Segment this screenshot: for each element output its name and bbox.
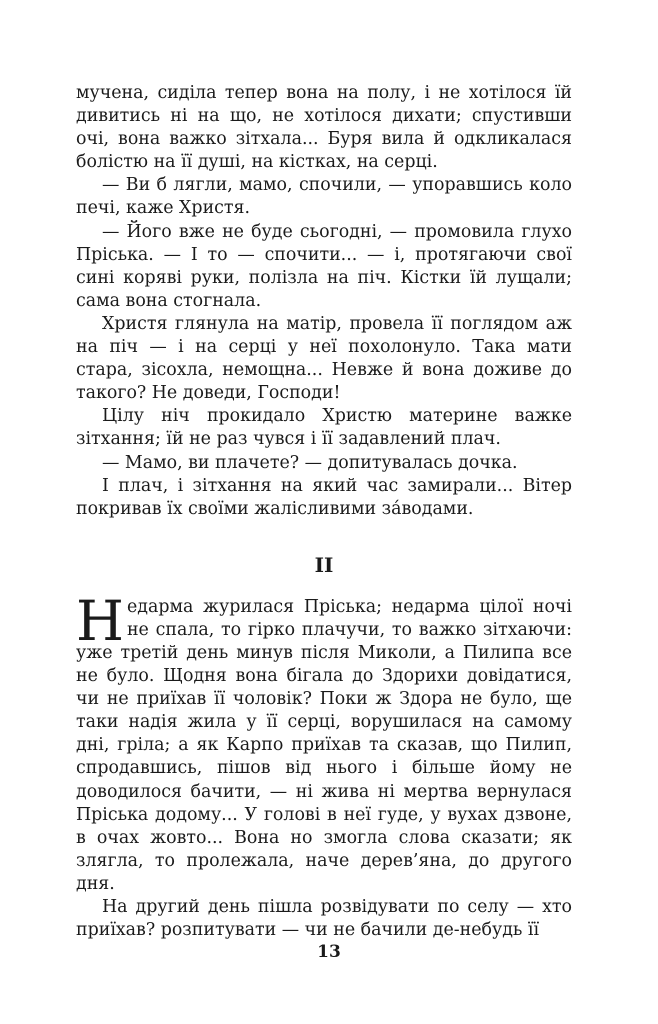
- paragraph: Цілу ніч прокидало Христю материне важке зітхання; їй не раз чувся і її задавлений плач.: [76, 406, 572, 450]
- paragraph: І плач, і зітхання на який час замирали... Вітер покривав їх своїми жалісливими за́водами.: [76, 475, 572, 519]
- paragraph: На другий день пішла розвідувати по селу — хто приїхав? розпитувати — чи не бачили де-небудь її: [76, 897, 572, 941]
- paragraph: — Мамо, ви плачете? — допитувалась дочка.: [102, 452, 518, 473]
- drop-cap: Н: [76, 588, 124, 653]
- page-body: [76, 82, 572, 942]
- paragraph: мучена, сиділа тепер вона на полу, і не хотілося їй дивитись ні на що, не хотілося дихати; спустивши очі, вона важко зітхала... Буря вила й одкликалася болістю на її душі, на кістках, на серці.: [76, 83, 572, 173]
- paragraph: Христя глянула на матір, провела її поглядом аж на піч — і на серці у неї похолонуло. Така мати стара, зісохла, немощна... Невже й вона доживе до такого? Не доведи, Господи!: [76, 313, 572, 404]
- chapter-title: II: [314, 552, 334, 577]
- chapter-opening-paragraph: [76, 588, 572, 896]
- page-number: 13: [317, 942, 341, 962]
- chapter-opening-text: едарма журилася Пріська; недарма цілої ночі не спала, то гірко плачучи, то важко зітхаючи: уже третій день минув після Миколи, а Пилипа все не було. Щодня вона бігала до Здорихи довідатися, чи не приїхав її чоловік? Поки ж Здора не було, ще таки надія жила у її серці, ворушилася на самому дні, гріла; а як Карпо приїхав та сказав, що Пилип, спродавшись, пішов від нього і більше йому не доводилося бачити, — ні жива ні мертва вернулася Пріська додому... У голові в неї гуде, у вухах дзвоне, в очах жовто... Вона но змогла слова сказати; як злягла, то пролежала, наче дерев’яна, до другого дня.: [76, 596, 572, 894]
- paragraph: — Його вже не буде сьогодні, — промовила глухо Пріська. — І то — спочити... — і, протягаючи свої сині коряві руки, полізла на піч. Кістки їй лущали; сама вона стогнала.: [76, 221, 572, 311]
- paragraph: — Ви б лягли, мамо, спочили, — упоравшись коло печі, каже Христя.: [76, 175, 572, 219]
